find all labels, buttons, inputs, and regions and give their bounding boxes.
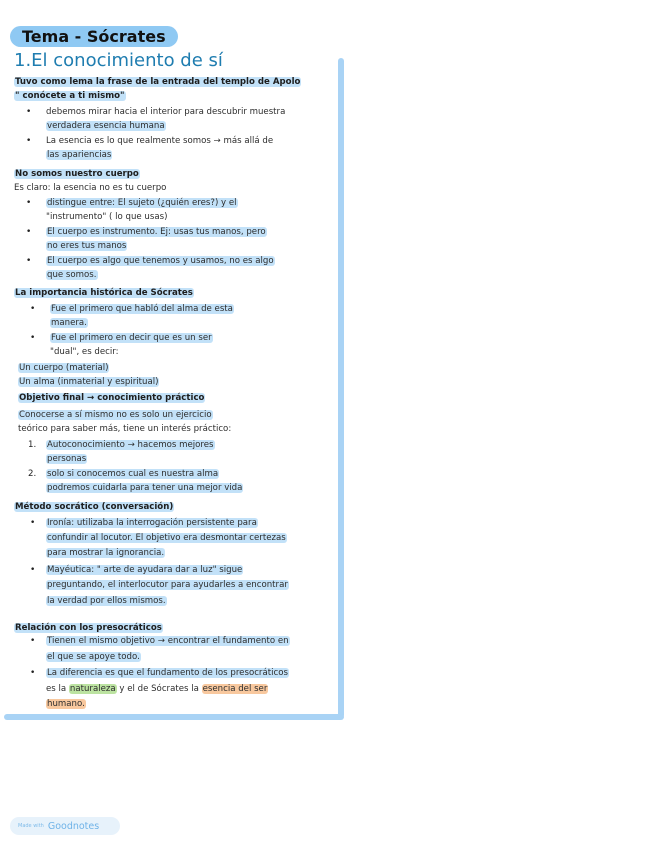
method-bullet-2-line-1: Mayéutica: " arte de ayudara dar a luz" sigue: [47, 565, 243, 575]
presocratics-bullet-2-line-1: La diferencia es que el fundamento de los presocráticos: [47, 668, 288, 678]
goal-lead-line-1: Conocerse a sí mismo no es solo un ejercicio: [19, 410, 212, 420]
bullet-dot: •: [30, 565, 36, 575]
goal-lead-line-2: teórico para saber más, tiene un interés práctico:: [18, 424, 232, 434]
body-bullet-2-line-1: El cuerpo es instrumento. Ej: usas tus manos, pero: [47, 227, 266, 237]
bullet-dot: •: [26, 256, 32, 266]
body-section-title: No somos nuestro cuerpo: [15, 169, 139, 179]
goal-item-2-line-1: solo si conocemos cual es nuestra alma: [47, 469, 219, 479]
method-bullet-2-line-3: la verdad por ellos mismos.: [47, 596, 166, 606]
importance-bullet-1-line-1: Fue el primero que habló del alma de esta: [51, 304, 233, 314]
bullet-dot: •: [30, 668, 36, 678]
made-with-label: Made with: [18, 823, 44, 829]
intro-line-2: " conócete a ti mismo": [15, 91, 125, 101]
body-bullet-1-line-2: "instrumento" ( lo que usas): [46, 212, 168, 222]
presocratics-bullet-2-line-3: humano.: [47, 699, 85, 709]
body-bullet-3-line-1: El cuerpo es algo que tenemos y usamos, no es algo: [47, 256, 274, 266]
goal-item-1-line-1: Autoconocimiento → hacemos mejores: [47, 440, 214, 450]
method-bullet-1-line-1: Ironía: utilizaba la interrogación persistente para: [47, 518, 257, 528]
presocratics-section-title: Relación con los presocráticos: [15, 623, 162, 633]
importance-section-title: La importancia histórica de Sócrates: [15, 288, 193, 298]
intro-line-1: Tuvo como lema la frase de la entrada del templo de Apolo: [15, 77, 301, 87]
presocratics-bullet-1-line-1: Tienen el mismo objetivo → encontrar el fundamento en: [47, 636, 289, 646]
presocratics-bullet-1-line-2: el que se apoye todo.: [47, 652, 140, 662]
goodnotes-brand: Goodnotes: [47, 820, 100, 832]
importance-after-1: Un cuerpo (material): [19, 363, 109, 373]
goodnotes-badge[interactable]: [10, 817, 120, 835]
importance-bullet-1-line-2: manera.: [51, 318, 87, 328]
body-section-lead: Es claro: la esencia no es tu cuerpo: [14, 183, 167, 193]
intro-bullet-1-line-2: verdadera esencia humana: [47, 121, 165, 131]
bullet-dot: •: [26, 107, 32, 117]
bullet-dot: •: [26, 136, 32, 146]
bullet-dot: •: [30, 636, 36, 646]
bullet-dot: •: [26, 198, 32, 208]
intro-bullet-1-line-1: debemos mirar hacia el interior para descubrir muestra: [46, 107, 286, 117]
body-bullet-3-line-2: que somos.: [47, 270, 97, 280]
bullet-dot: •: [30, 518, 36, 528]
method-bullet-1-line-3: para mostrar la ignorancia.: [47, 548, 165, 558]
body-bullet-2-line-2: no eres tus manos: [47, 241, 127, 251]
bullet-dot: •: [26, 227, 32, 237]
list-number: 2.: [28, 469, 37, 479]
goal-section-title: Objetivo final → conocimiento práctico: [19, 393, 205, 403]
importance-bullet-2-line-1: Fue el primero en decir que es un ser: [51, 333, 212, 343]
goal-item-1-line-2: personas: [47, 454, 87, 464]
frame-bottom-border: [4, 714, 344, 720]
importance-after-2: Un alma (inmaterial y espiritual): [19, 377, 159, 387]
bullet-dot: •: [30, 333, 36, 343]
intro-bullet-2-line-1: La esencia es lo que realmente somos → más allá de: [46, 136, 274, 146]
bullet-dot: •: [30, 304, 36, 314]
section-heading: 1.El conocimiento de sí: [14, 50, 223, 71]
importance-bullet-2-line-2: "dual", es decir:: [50, 347, 119, 357]
intro-bullet-2-line-2: las apariencias: [47, 150, 112, 160]
method-bullet-1-line-2: confundir al locutor. El objetivo era desmontar certezas: [47, 533, 286, 543]
method-bullet-2-line-2: preguntando, el interlocutor para ayudarles a encontrar: [47, 580, 288, 590]
list-number: 1.: [28, 440, 37, 450]
frame-right-border: [338, 58, 344, 718]
method-section-title: Método socrático (conversación): [15, 502, 174, 512]
body-bullet-1-line-1: distingue entre: El sujeto (¿quién eres?) y el: [47, 198, 237, 208]
presocratics-bullet-2-line-2: es la naturaleza y el de Sócrates la esencia del ser: [46, 684, 268, 694]
goal-item-2-line-2: podremos cuidarla para tener una mejor vida: [47, 483, 243, 493]
page-title: Tema - Sócrates: [10, 26, 178, 47]
